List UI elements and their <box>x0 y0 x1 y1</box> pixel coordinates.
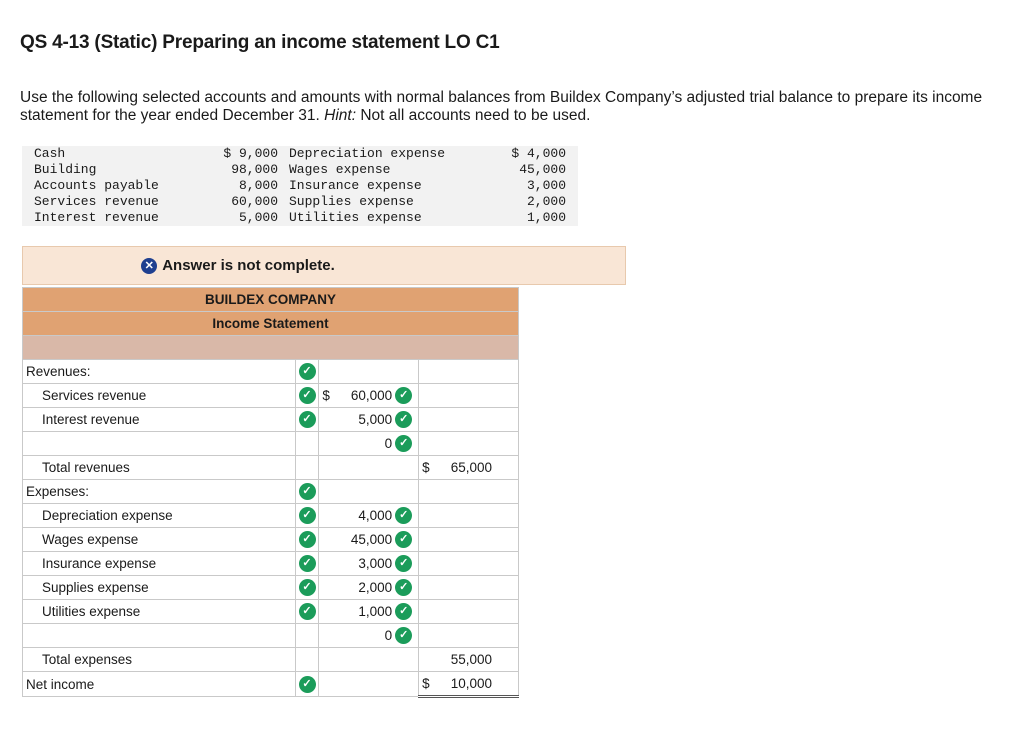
account-row: Accounts payable 8,000 Insurance expense 3,000 <box>34 178 566 193</box>
net-income-amount-cell: $ 10,000 <box>419 672 519 697</box>
table-row <box>23 552 519 576</box>
table-row <box>23 528 519 552</box>
interest-revenue-label[interactable]: Interest revenue <box>23 408 296 432</box>
check-circle-icon: ✓ <box>299 676 316 693</box>
table-row <box>23 672 519 697</box>
table-row <box>23 600 519 624</box>
table-row <box>23 432 519 456</box>
insurance-amount-cell[interactable]: 3,000 ✓ <box>319 552 419 576</box>
check-circle-icon: ✓ <box>299 387 316 404</box>
wages-expense-label[interactable]: Wages expense <box>23 528 296 552</box>
blank-label-cell[interactable] <box>23 624 296 648</box>
instructions-text: Use the following selected accounts and amounts with normal balances from Buildex Company’s adjusted trial balance to prepare its income statement for the year ended December 31. <box>20 89 983 124</box>
table-row <box>23 576 519 600</box>
services-revenue-amount-cell[interactable]: $ 60,000 ✓ <box>319 384 419 408</box>
check-circle-icon: ✓ <box>395 531 412 548</box>
insurance-expense-label[interactable]: Insurance expense <box>23 552 296 576</box>
hint-text: Not all accounts need to be used. <box>360 107 591 124</box>
blank-amount-cell[interactable]: 0 ✓ <box>319 432 419 456</box>
table-row <box>23 384 519 408</box>
account-row: Cash $ 9,000 Depreciation expense $ 4,000 <box>34 146 566 161</box>
answer-status-banner <box>22 246 626 285</box>
supplies-amount-cell[interactable]: 2,000 ✓ <box>319 576 419 600</box>
account-row: Interest revenue 5,000 Utilities expense 1,000 <box>34 210 566 225</box>
check-circle-icon: ✓ <box>299 507 316 524</box>
check-circle-icon: ✓ <box>299 531 316 548</box>
check-circle-icon: ✓ <box>299 363 316 380</box>
page-title: QS 4-13 (Static) Preparing an income statement LO C1 <box>20 32 500 53</box>
expenses-label[interactable]: Expenses: <box>23 480 296 504</box>
check-circle-icon: ✓ <box>299 411 316 428</box>
check-circle-icon: ✓ <box>299 579 316 596</box>
table-row <box>23 624 519 648</box>
interest-revenue-amount-cell[interactable]: 5,000 ✓ <box>319 408 419 432</box>
statement-date-row <box>23 336 519 360</box>
account-row: Services revenue 60,000 Supplies expense 2,000 <box>34 194 566 209</box>
check-circle-icon: ✓ <box>395 411 412 428</box>
depreciation-amount-cell[interactable]: 4,000 ✓ <box>319 504 419 528</box>
instructions <box>20 89 1010 125</box>
total-revenues-label: Total revenues <box>23 456 296 480</box>
account-row: Building 98,000 Wages expense 45,000 <box>34 162 566 177</box>
check-circle-icon: ✓ <box>299 483 316 500</box>
check-circle-icon: ✓ <box>299 603 316 620</box>
net-income-label[interactable]: Net income <box>23 672 296 697</box>
utilities-amount-cell[interactable]: 1,000 ✓ <box>319 600 419 624</box>
check-circle-icon: ✓ <box>395 387 412 404</box>
check-circle-icon: ✓ <box>395 555 412 572</box>
total-expenses-label: Total expenses <box>23 648 296 672</box>
blank-label-cell[interactable] <box>23 432 296 456</box>
table-row <box>23 360 519 384</box>
utilities-expense-label[interactable]: Utilities expense <box>23 600 296 624</box>
x-circle-icon: ✕ <box>141 258 157 274</box>
wages-amount-cell[interactable]: 45,000 ✓ <box>319 528 419 552</box>
depreciation-expense-label[interactable]: Depreciation expense <box>23 504 296 528</box>
total-revenues-amount-cell: $ 65,000 <box>419 456 519 480</box>
services-revenue-label[interactable]: Services revenue <box>23 384 296 408</box>
statement-name: Income Statement <box>23 312 519 336</box>
company-name: BUILDEX COMPANY <box>23 288 519 312</box>
check-circle-icon: ✓ <box>395 507 412 524</box>
table-row <box>23 408 519 432</box>
income-statement-table <box>22 287 519 698</box>
accounts-list <box>22 146 578 226</box>
supplies-expense-label[interactable]: Supplies expense <box>23 576 296 600</box>
check-circle-icon: ✓ <box>395 603 412 620</box>
answer-status-text: Answer is not complete. <box>162 257 335 274</box>
hint-label: Hint: <box>324 107 357 124</box>
total-expenses-amount-cell: 55,000 <box>419 648 519 672</box>
check-circle-icon: ✓ <box>395 579 412 596</box>
check-circle-icon: ✓ <box>395 435 412 452</box>
table-row <box>23 648 519 672</box>
table-row <box>23 456 519 480</box>
check-circle-icon: ✓ <box>395 627 412 644</box>
table-row <box>23 504 519 528</box>
revenues-label[interactable]: Revenues: <box>23 360 296 384</box>
check-circle-icon: ✓ <box>299 555 316 572</box>
table-row <box>23 480 519 504</box>
blank-amount-cell[interactable]: 0 ✓ <box>319 624 419 648</box>
